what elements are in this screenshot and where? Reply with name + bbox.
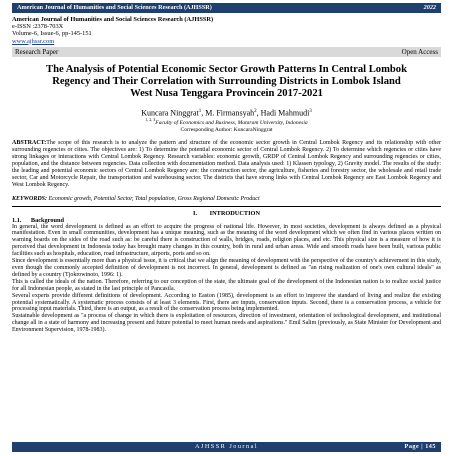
footer-journal: AJHSSR Journal: [194, 443, 259, 450]
author-1: Kuncara Ninggrat: [141, 108, 199, 118]
body-paragraph: Several experts provide different definitions of development. According to Easton (1985), development is an effort to improve the standard of living and realize the existing potential systematically. A systematic process consists of at least 3 elements. First, there are inputs, conservation inputs. Second, there is a conservation process, a vehicle for processing input materials. Third, there is an output, as a result of the conservation process being implemented.: [12, 292, 441, 313]
affiliation-text: Faculty of Economics and Business, Mataram University, Indonesia: [155, 120, 308, 127]
page-footer: [12, 442, 441, 452]
journal-volume: Volume-6, Issue-6, pp-145-151: [12, 30, 92, 38]
author-2-sup: 2: [254, 108, 257, 114]
body-paragraph: Sustainable development as "a process of change in which there is exploitation of resources, direction of investment, orientation of technological development, and institutional change all in a state of harmony and increasing present and future potential to meet human needs and aspirations." Emil Salim (previously, as State Minister for Development and Environment Supervision, 1978-1983).: [12, 313, 441, 334]
author-2: , M. Firmansyah: [201, 108, 255, 118]
section-heading: I. INTRODUCTION: [193, 209, 260, 217]
journal-meta: [12, 16, 441, 45]
journal-issn: e-ISSN :2378-703X: [12, 23, 64, 31]
affiliation: [12, 117, 441, 126]
body-paragraph: This is called the ideals of the nation. Therefore, referring to our conception of the state, the ultimate goal of the development of the Indonesian nation is to realize social justice for all Indonesian people, as stated in the last principle of Pancasila.: [12, 278, 441, 292]
section-divider: [12, 206, 441, 207]
keywords-label: KEYWORDS:: [12, 195, 48, 202]
abstract: [12, 140, 441, 188]
journal-header-bar: [12, 3, 441, 13]
journal-name: American Journal of Humanities and Social Sciences Research (AJHSSR): [12, 16, 214, 23]
author-1-sup: 1: [198, 108, 202, 114]
keywords-text: Economic growth, Potential Sector, Total population, Gross Regional Domestic Product: [48, 195, 260, 202]
access-type: Open Access: [401, 47, 438, 56]
author-list: [12, 107, 441, 118]
journal-website-link[interactable]: www.ajhssr.com: [12, 37, 55, 45]
journal-bar-title: American Journal of Humanities and Social Sciences Research (AJHSSR): [17, 4, 212, 11]
corresponding-author: Corresponding Author: KuncaraNinggrat: [180, 126, 273, 133]
subsection-heading: 1.1. Background: [12, 216, 65, 224]
body-paragraph: In general, the word development is defined as an effort to acquire the progress of national life. However, in most societies, development is always defined as a physical manifestation. Even in small communities, development has a unique meaning, such as the meaning of the word development which we often find in various places written on warning boards on the sides of the road such as: be careful there is construction of walls, bridges, roads, religion places, and etc. This physical size is a measure of how it is perceived that development in Indonesia today has brought many changes in this country, both in rural and urban areas. Wide and smooth roads have been built, various public facilities such as hospitals, education, road infrastructure, airports, ports and so on.: [12, 223, 441, 258]
abstract-text: The scope of this research is to analyze the pattern and structure of the economic sector growth in Central Lombok Regency and its relationship with other surrounding regencies or cities. The objectives are: 1) To determine the potential economic sector of Central Lombok Regency. 2) To determine which regencies or cities have strong linkages or interactions with Central Lombok Regency. Research variables: economic growth, GRDP of Central Lombok Regency and surrounding regencies or cities, population, and the distance between regencies. Data collection with documentation method. Data analysis used: 1) Klassen typology, 2) Gravity model. The results of the study: the leading and potential economic sectors of Central Lombok Regency are: the construction sector, the agriculture, fisheries and forestry sector, the wholesale and retail trade sector, Car and Motorcycle Repair, the transportation and warehousing sector. The districts that have strong links with Central Lombok Regency are East Lombok Regency and West Lombok Regency.: [12, 140, 441, 188]
author-3-sup: 3: [309, 108, 312, 114]
paper-type-bar: [12, 47, 441, 57]
author-3: , Hadi Mahmudi: [256, 108, 310, 118]
journal-year: 2022: [423, 4, 436, 11]
affiliation-sup: 1, 2, 3: [145, 117, 156, 123]
paper-page: [0, 3, 453, 456]
paper-title: The Analysis of Potential Economic Sector Growth Patterns In Central Lombok Regency and Their Correlation with Surrounding Districts in Lombok Island West Nusa Tenggara Provincein 2017-2021: [46, 63, 407, 99]
abstract-label: ABSTRACT:: [12, 140, 47, 147]
keywords: [12, 196, 441, 203]
footer-page-number: Page | 145: [404, 443, 436, 450]
body-paragraph: Since development is essentially more than a physical issue, it is critical that we align the meaning of development with the perspective of the country's achievement in this study, even though the commonly accepted definition of development is not incorrect. In general, development is defined as "an rising realization of one's own cultural ideals" as defined by a country (Tjokrowinoto, 1996: 1).: [12, 258, 441, 278]
body-text: [12, 224, 441, 335]
paper-type: Research Paper: [15, 47, 59, 56]
